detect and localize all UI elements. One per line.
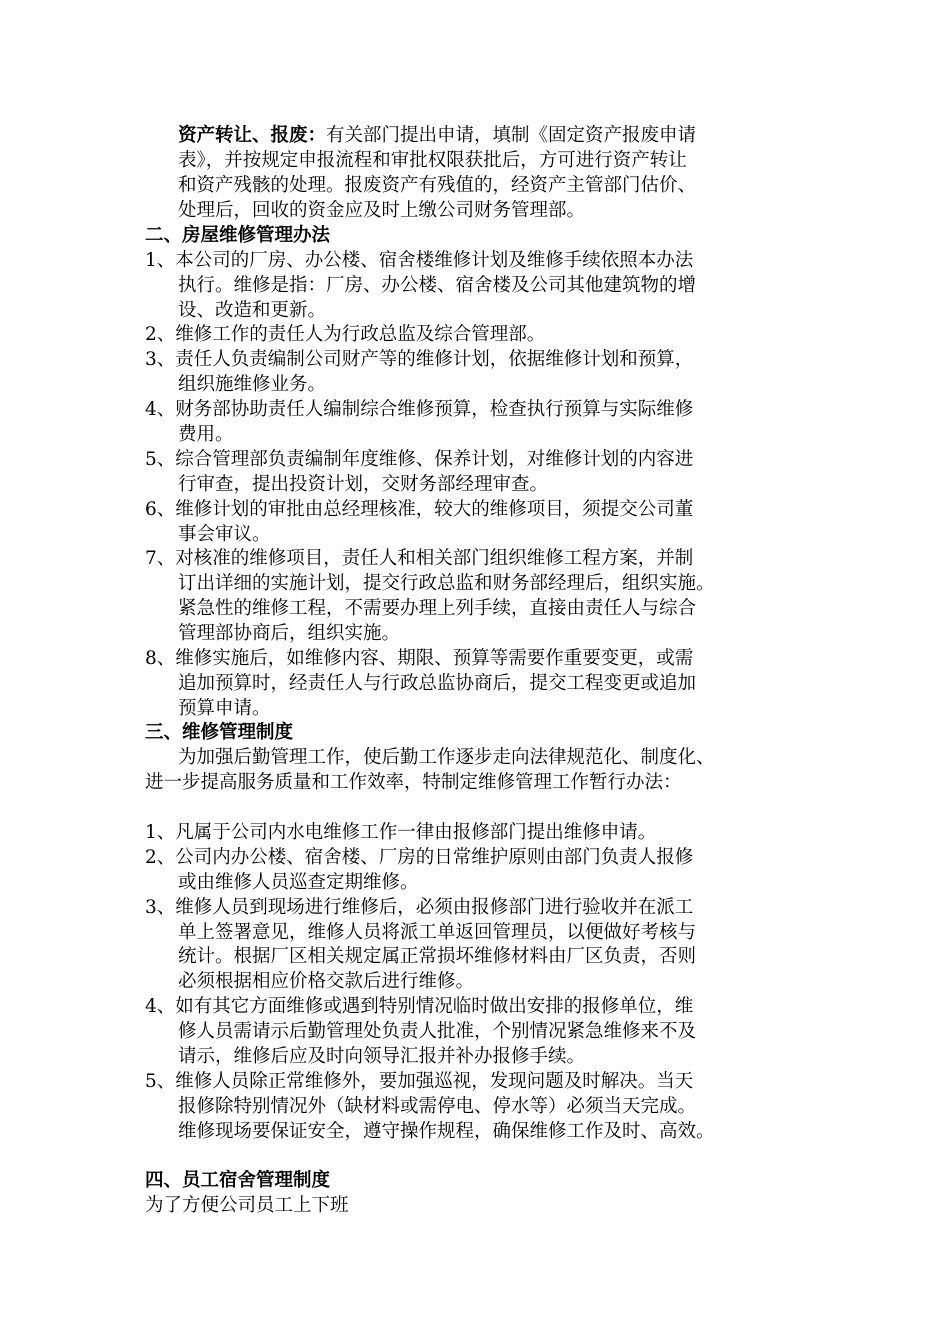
list-item-cont: 单上签署意见，维修人员将派工单返回管理员，以便做好考核与 bbox=[178, 922, 697, 943]
list-item: 5、维修人员除正常维修外，要加强巡视，发现问题及时解决。当天 bbox=[145, 1071, 694, 1092]
section-heading-3: 三、维修管理制度 bbox=[145, 722, 294, 743]
asset-text: 有关部门提出申请，填制《固定资产报废申请 bbox=[326, 125, 697, 146]
list-item-cont: 行审查，提出投资计划，交财务部经理审查。 bbox=[178, 474, 549, 495]
list-item: 4、财务部协助责任人编制综合维修预算，检查执行预算与实际维修 bbox=[145, 399, 694, 420]
list-item-cont: 请示，维修后应及时向领导汇报并补办报修手续。 bbox=[178, 1046, 586, 1067]
section-heading-2: 二、房屋维修管理办法 bbox=[145, 225, 331, 246]
list-item-cont: 报修除特别情况外（缺材料或需停电、停水等）必须当天完成。 bbox=[178, 1096, 697, 1117]
list-item: 2、维修工作的责任人为行政总监及综合管理部。 bbox=[145, 324, 546, 345]
list-item-cont: 事会审议。 bbox=[178, 524, 271, 545]
asset-lead: 资产转让、报废： bbox=[178, 125, 327, 146]
list-item: 3、责任人负责编制公司财产等的维修计划，依据维修计划和预算， bbox=[145, 349, 694, 370]
list-item-cont: 管理部协商后，组织实施。 bbox=[178, 623, 401, 644]
list-item-cont: 设、改造和更新。 bbox=[178, 300, 327, 321]
list-item-cont: 必须根据相应价格交款后进行维修。 bbox=[178, 971, 475, 992]
list-item-cont: 维修现场要保证安全，遵守操作规程，确保维修工作及时、高效。 bbox=[178, 1121, 715, 1142]
list-item-cont: 紧急性的维修工程，不需要办理上列手续，直接由责任人与综合 bbox=[178, 598, 697, 619]
section4-text: 为了方便公司员工上下班 bbox=[145, 1195, 349, 1216]
list-item-cont: 修人员需请示后勤管理处负责人批准，个别情况紧急维修来不及 bbox=[178, 1021, 697, 1042]
intro-line-1: 为加强后勤管理工作，使后勤工作逐步走向法律规范化、制度化、 bbox=[178, 747, 715, 768]
asset-paragraph-line-1 bbox=[178, 124, 696, 148]
list-item: 2、公司内办公楼、宿舍楼、厂房的日常维护原则由部门负责人报修 bbox=[145, 847, 694, 868]
list-item-cont: 追加预算时，经责任人与行政总监协商后，提交工程变更或追加 bbox=[178, 673, 697, 694]
list-item: 5、综合管理部负责编制年度维修、保养计划，对维修计划的内容进 bbox=[145, 449, 694, 470]
list-item-cont: 预算申请。 bbox=[178, 698, 271, 719]
list-item: 3、维修人员到现场进行维修后，必须由报修部门进行验收并在派工 bbox=[145, 897, 694, 918]
intro-line-2: 进一步提高服务质量和工作效率，特制定维修管理工作暂行办法： bbox=[145, 772, 682, 793]
asset-paragraph-line-3: 和资产残骸的处理。报废资产有残值的，经资产主管部门估价、 bbox=[178, 175, 697, 196]
asset-paragraph-line-4: 处理后，回收的资金应及时上缴公司财务管理部。 bbox=[178, 200, 586, 221]
list-item: 6、维修计划的审批由总经理核准，较大的维修项目，须提交公司董 bbox=[145, 499, 694, 520]
list-item-cont: 执行。维修是指：厂房、办公楼、宿舍楼及公司其他建筑物的增 bbox=[178, 275, 697, 296]
list-item-cont: 费用。 bbox=[178, 424, 234, 445]
list-item-cont: 或由维修人员巡查定期维修。 bbox=[178, 872, 419, 893]
list-item: 7、对核准的维修项目，责任人和相关部门组织维修工程方案，并制 bbox=[145, 548, 694, 569]
list-item-cont: 统计。根据厂区相关规定属正常损坏维修材料由厂区负责，否则 bbox=[178, 946, 697, 967]
asset-paragraph-line-2: 表》，并按规定申报流程和审批权限获批后，方可进行资产转让 bbox=[178, 150, 687, 171]
section-heading-4: 四、员工宿舍管理制度 bbox=[145, 1170, 331, 1191]
list-item: 1、本公司的厂房、办公楼、宿舍楼维修计划及维修手续依照本办法 bbox=[145, 250, 694, 271]
list-item-cont: 订出详细的实施计划，提交行政总监和财务部经理后，组织实施。 bbox=[178, 573, 715, 594]
list-item: 8、维修实施后，如维修内容、期限、预算等需要作重要变更，或需 bbox=[145, 648, 694, 669]
list-item: 1、凡属于公司内水电维修工作一律由报修部门提出维修申请。 bbox=[145, 822, 657, 843]
list-item-cont: 组织施维修业务。 bbox=[178, 374, 327, 395]
list-item: 4、如有其它方面维修或遇到特别情况临时做出安排的报修单位，维 bbox=[145, 996, 694, 1017]
